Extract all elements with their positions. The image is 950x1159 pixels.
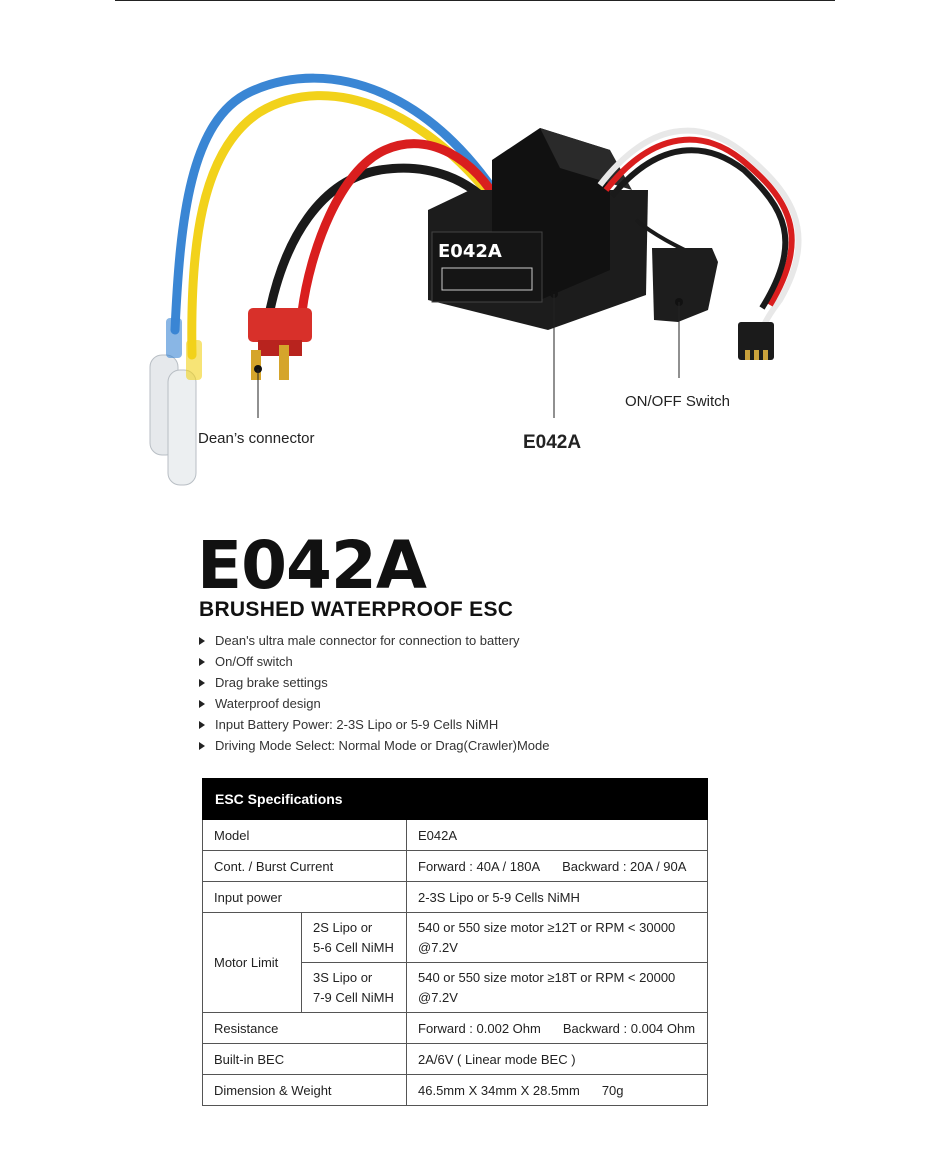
spec-value (407, 851, 708, 882)
triangle-bullet-icon (199, 679, 205, 687)
table-row (203, 913, 708, 963)
feature-text: Drag brake settings (215, 675, 328, 690)
feature-text: Waterproof design (215, 696, 321, 711)
sublabel-line: 5-6 Cell NiMH (313, 939, 394, 955)
feature-item (199, 693, 550, 714)
spec-value: 2A/6V ( Linear mode BEC ) (407, 1044, 708, 1075)
dimension-size: 46.5mm X 34mm X 28.5mm (418, 1082, 580, 1098)
deans-connector-label: Dean’s connector (198, 430, 315, 447)
table-row (203, 1075, 708, 1106)
spec-label: Motor Limit (203, 913, 302, 1013)
spec-label: Input power (203, 882, 407, 913)
spec-value: 2-3S Lipo or 5-9 Cells NiMH (407, 882, 708, 913)
sublabel-line: 7-9 Cell NiMH (313, 989, 394, 1005)
esc-model-label: E042A (523, 432, 582, 453)
sublabel-line: 2S Lipo or (313, 919, 373, 935)
spec-value: 540 or 550 size motor ≥18T or RPM < 20000 @7.2V (407, 963, 708, 1013)
current-backward: Backward : 20A / 90A (562, 858, 687, 874)
table-row (203, 820, 708, 851)
resistance-backward: Backward : 0.004 Ohm (562, 1020, 696, 1036)
spec-label: Dimension & Weight (203, 1075, 407, 1106)
feature-list (199, 630, 550, 756)
feature-text: On/Off switch (215, 654, 293, 669)
table-row (203, 1013, 708, 1044)
sublabel-line: 3S Lipo or (313, 969, 373, 985)
case-model-text: E042A (438, 241, 502, 262)
product-model-title: E042A (197, 527, 426, 604)
product-header (197, 527, 514, 622)
table-row (203, 1044, 708, 1075)
feature-text: Driving Mode Select: Normal Mode or Drag(Crawler)Mode (215, 738, 550, 753)
product-subtitle: BRUSHED WATERPROOF ESC (199, 598, 514, 621)
spec-label: Built-in BEC (203, 1044, 407, 1075)
feature-item (199, 651, 550, 672)
table-header-row (203, 779, 708, 820)
spec-value (407, 1075, 708, 1106)
table-row (203, 851, 708, 882)
esc-illustration (0, 0, 950, 500)
triangle-bullet-icon (199, 637, 205, 645)
triangle-bullet-icon (199, 658, 205, 666)
feature-item (199, 672, 550, 693)
feature-item (199, 735, 550, 756)
spec-label: Cont. / Burst Current (203, 851, 407, 882)
triangle-bullet-icon (199, 721, 205, 729)
current-forward: Forward : 40A / 180A (418, 858, 541, 874)
dimension-weight: 70g (601, 1082, 624, 1098)
spec-label: Resistance (203, 1013, 407, 1044)
product-photo (0, 0, 950, 500)
feature-item (199, 630, 550, 651)
spec-value: E042A (407, 820, 708, 851)
feature-text: Dean's ultra male connector for connection to battery (215, 633, 520, 648)
feature-text: Input Battery Power: 2-3S Lipo or 5-9 Cells NiMH (215, 717, 499, 732)
motor-limit-sublabel (302, 963, 407, 1013)
triangle-bullet-icon (199, 742, 205, 750)
triangle-bullet-icon (199, 700, 205, 708)
feature-item (199, 714, 550, 735)
motor-limit-sublabel (302, 913, 407, 963)
table-title: ESC Specifications (203, 779, 708, 820)
spec-value: 540 or 550 size motor ≥12T or RPM < 30000 @7.2V (407, 913, 708, 963)
spec-label: Model (203, 820, 407, 851)
resistance-forward: Forward : 0.002 Ohm (418, 1020, 541, 1036)
table-row (203, 882, 708, 913)
spec-value (407, 1013, 708, 1044)
esc-specifications-table (202, 778, 708, 1106)
on-off-switch-label: ON/OFF Switch (625, 393, 731, 410)
